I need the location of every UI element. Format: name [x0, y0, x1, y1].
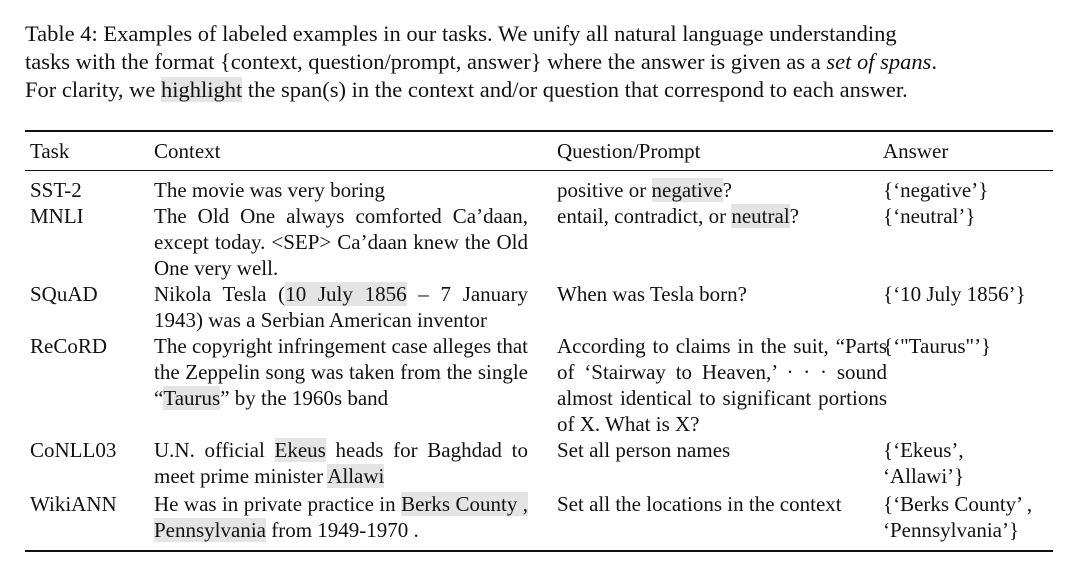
context-text: – 7 January 1943) was a Serbian American inventor — [154, 282, 528, 332]
row-wikiann-answer — [883, 491, 1063, 543]
caption-line-3 — [25, 76, 1060, 104]
row-conll-answer — [883, 437, 1063, 489]
header-context: Context — [154, 139, 221, 163]
table-top-rule — [25, 130, 1053, 132]
context-text: Nikola Tesla ( — [154, 282, 286, 306]
caption-text: . — [931, 49, 938, 74]
context-highlight: Allawi — [327, 464, 385, 488]
row-record-context — [154, 333, 528, 411]
context-text: from 1949-1970 . — [265, 518, 419, 542]
table-bottom-rule — [25, 550, 1053, 552]
context-highlight: 10 July 1856 — [285, 282, 407, 306]
context-text: He was in private practice in — [154, 492, 402, 516]
caption-text: For clarity, we — [25, 77, 161, 102]
answer-line: ‘Pennsylvania’} — [883, 518, 1020, 542]
caption-line-1 — [25, 20, 1060, 48]
caption-text: the span(s) in the context and/or question that correspond to each answer. — [242, 77, 908, 102]
header-answer: Answer — [883, 139, 949, 163]
answer-line: {‘Berks County’ , — [883, 492, 1033, 516]
row-conll-task: CoNLL03 — [30, 438, 117, 462]
row-squad-task: SQuAD — [30, 282, 98, 306]
row-squad-question: When was Tesla born? — [557, 282, 747, 306]
row-conll-context — [154, 437, 528, 489]
row-sst2-context: The movie was very boring — [154, 178, 385, 202]
row-record-question: According to claims in the suit, “Parts of ‘Stairway to Heaven,’ · · · sound almost identical to significant portions of X. What is X? — [557, 334, 887, 436]
context-highlight: Berks County , Pennsylvania — [154, 492, 528, 542]
row-sst2-question — [557, 177, 887, 203]
row-sst2-task: SST-2 — [30, 178, 82, 202]
context-text: ” by the 1960s band — [220, 386, 389, 410]
question-text: ? — [789, 204, 799, 228]
question-text: ? — [722, 178, 732, 202]
row-record-task: ReCoRD — [30, 334, 108, 358]
header-question: Question/Prompt — [557, 139, 701, 163]
context-text: heads for Baghdad to meet prime minister — [154, 438, 528, 488]
caption-text: Table 4: Examples of labeled examples in our tasks. We unify all natural language understanding — [25, 21, 897, 46]
row-conll-question: Set all person names — [557, 438, 731, 462]
row-mnli-context: The Old One always comforted Ca’daan, except today. <SEP> Ca’daan knew the Old One very well. — [154, 204, 528, 280]
context-highlight: Taurus — [163, 386, 221, 410]
answer-line: ‘Allawi’} — [883, 464, 965, 488]
answer-line: {‘Ekeus’, — [883, 438, 964, 462]
context-text: The copyright infringement case alleges that the Zeppelin song was taken from the single “ — [154, 334, 528, 410]
table-header-rule — [25, 170, 1053, 171]
question-text: entail, contradict, or — [557, 204, 732, 228]
context-text: U.N. official — [154, 438, 275, 462]
row-wikiann-context — [154, 491, 528, 543]
context-highlight: Ekeus — [274, 438, 326, 462]
row-mnli-question — [557, 203, 887, 229]
question-highlight: neutral — [731, 204, 790, 228]
question-text: positive or — [557, 178, 652, 202]
table-caption — [25, 20, 1060, 104]
row-mnli-answer: {‘neutral’} — [883, 204, 976, 228]
row-wikiann-task: WikiANN — [30, 492, 117, 516]
row-wikiann-question: Set all the locations in the context — [557, 492, 842, 516]
row-squad-answer: {‘10 July 1856’} — [883, 282, 1026, 306]
caption-emphasis: set of spans — [826, 49, 932, 74]
row-mnli-task: MNLI — [30, 204, 84, 228]
row-record-answer: {‘"Taurus"’} — [883, 334, 992, 358]
caption-line-2 — [25, 48, 1060, 76]
row-squad-context — [154, 281, 528, 333]
header-task: Task — [30, 139, 70, 163]
caption-highlight: highlight — [161, 77, 243, 102]
row-sst2-answer: {‘negative’} — [883, 178, 989, 202]
question-highlight: negative — [651, 178, 723, 202]
caption-text: tasks with the format {context, question/prompt, answer} where the answer is given as a — [25, 49, 827, 74]
